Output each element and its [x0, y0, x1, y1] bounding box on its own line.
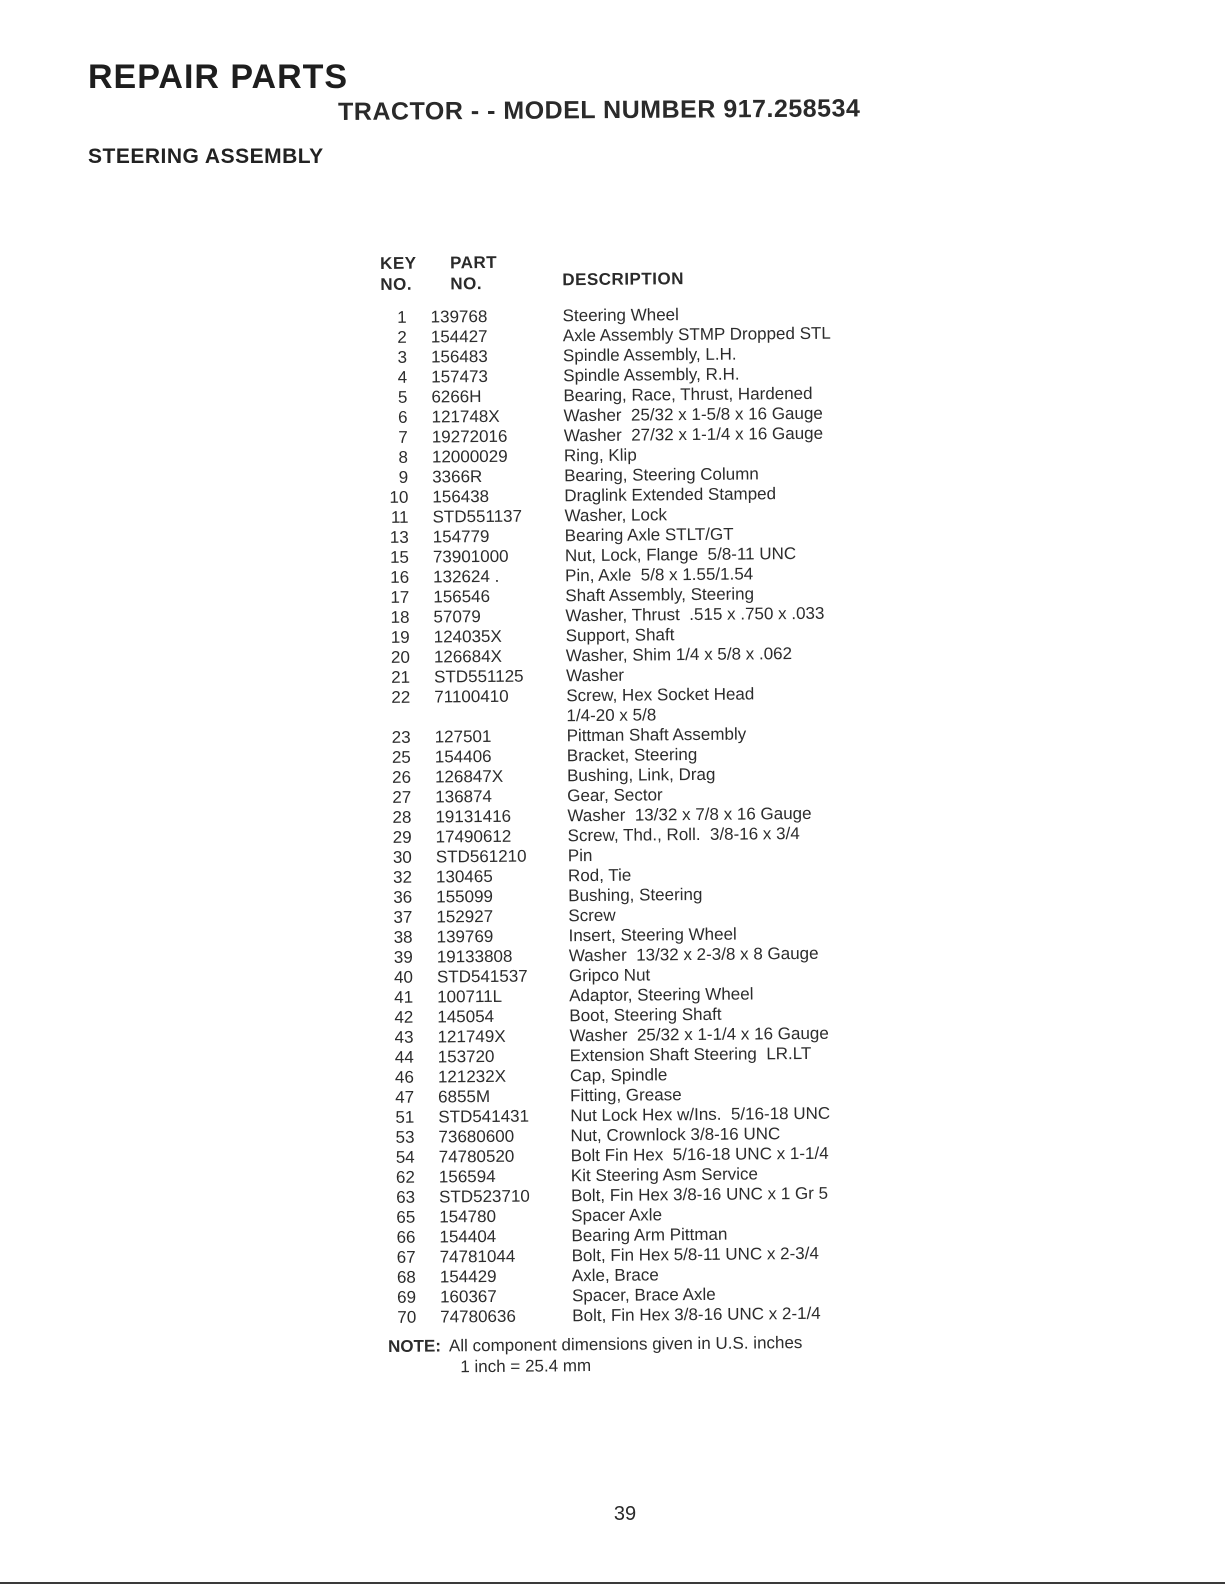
part-number: 121749X: [437, 1026, 506, 1047]
part-description: Rod, Tie: [567, 865, 632, 886]
part-description: Nut, Lock, Flange 5/8-11 UNC: [564, 544, 797, 566]
part-number: 74781044: [439, 1246, 516, 1267]
key-column-header: KEY: [380, 253, 417, 273]
part-number: STD541537: [436, 966, 528, 987]
part-description: Draglink Extended Stamped: [564, 484, 777, 506]
part-description: Washer, Lock: [564, 505, 667, 526]
part-description: Screw, Hex Socket Head 1/4-20 x 5/8: [566, 684, 755, 726]
key-number: 53: [395, 1127, 415, 1147]
part-number: 126847X: [434, 766, 504, 787]
part-description: Bolt Fin Hex 5/16-18 UNC x 1-1/4: [570, 1143, 829, 1166]
key-number: 67: [396, 1247, 416, 1267]
part-number: 154429: [439, 1266, 497, 1287]
key-number: 21: [391, 667, 411, 687]
parts-row: [390, 1303, 900, 1328]
part-number: 121232X: [437, 1066, 507, 1087]
parts-row: [384, 683, 894, 728]
key-number: 22: [391, 687, 411, 707]
key-number: 51: [395, 1107, 415, 1127]
part-number: 154427: [430, 326, 488, 347]
key-number: 17: [390, 587, 410, 607]
part-number: 157473: [431, 366, 489, 387]
part-number: 57079: [433, 607, 481, 627]
part-number: 153720: [437, 1046, 495, 1067]
part-number: 19131416: [435, 806, 512, 827]
key-number: 66: [396, 1227, 416, 1247]
part-description: Washer 27/32 x 1-1/4 x 16 Gauge: [563, 423, 824, 446]
key-number: 54: [395, 1147, 415, 1167]
part-description: Spacer Axle: [571, 1205, 663, 1226]
part-description: Bolt, Fin Hex 5/8-11 UNC x 2-3/4: [571, 1243, 819, 1266]
key-number: 37: [393, 907, 413, 927]
part-number: 132624 .: [433, 566, 500, 587]
part-number: 156483: [430, 346, 488, 367]
parts-rows: [381, 303, 901, 1328]
key-number: 36: [393, 887, 413, 907]
part-number: 136874: [435, 786, 493, 807]
part-number: STD561210: [435, 846, 527, 867]
part-number: 139768: [430, 306, 488, 327]
key-number: 16: [390, 567, 410, 587]
part-number: 74780520: [438, 1146, 515, 1167]
page-number: 39: [613, 1503, 637, 1525]
key-number: 4: [397, 367, 408, 387]
note-line-1: All component dimensions given in U.S. inches: [448, 1333, 803, 1356]
part-description: Cap, Spindle: [569, 1065, 668, 1086]
part-description: Ring, Klip: [563, 445, 637, 466]
part-number: 156546: [433, 586, 491, 607]
part-number: 154779: [432, 526, 490, 547]
part-column-header: PART: [450, 252, 498, 273]
key-number: 10: [389, 487, 409, 507]
key-number: 6: [398, 407, 408, 427]
section-title: STEERING ASSEMBLY: [88, 145, 324, 168]
note: [388, 1332, 803, 1378]
model-number-title: TRACTOR - - MODEL NUMBER 917.258534: [338, 94, 861, 126]
parts-list: [380, 247, 900, 1328]
part-number: STD541431: [438, 1106, 530, 1127]
part-description: Gear, Sector: [567, 785, 663, 806]
part-number: 17490612: [435, 826, 512, 847]
part-number: 160367: [439, 1286, 497, 1307]
key-number: 27: [392, 787, 412, 807]
part-number: 71100410: [434, 686, 509, 707]
key-number: 62: [395, 1167, 415, 1187]
part-description: Pittman Shaft Assembly: [566, 724, 747, 746]
parts-list-header: [380, 247, 891, 308]
part-description: Screw, Thd., Roll. 3/8-16 x 3/4: [567, 823, 800, 846]
key-number: 25: [391, 747, 411, 767]
part-description: Nut Lock Hex w/Ins. 5/16-18 UNC: [570, 1103, 831, 1126]
key-column-header-no: NO.: [380, 274, 413, 294]
part-number: 73901000: [432, 546, 509, 567]
part-description: Adaptor, Steering Wheel: [569, 984, 754, 1006]
part-number: 6855M: [438, 1086, 491, 1107]
key-number: 23: [391, 727, 411, 747]
part-number: 12000029: [431, 446, 508, 467]
part-description: Washer, Shim 1/4 x 5/8 x .062: [565, 644, 793, 666]
key-number: 68: [396, 1267, 416, 1287]
part-description: Washer: [565, 665, 625, 686]
key-number: 18: [390, 607, 410, 627]
key-number: 15: [389, 547, 410, 567]
key-number: 26: [392, 767, 412, 787]
part-number: 154780: [439, 1206, 497, 1227]
key-number: 41: [394, 987, 414, 1007]
note-line-2: 1 inch = 25.4 mm: [460, 1356, 592, 1377]
part-number: 3366R: [432, 467, 483, 487]
part-description: Washer 25/32 x 1-5/8 x 16 Gauge: [563, 403, 823, 426]
part-number: 156594: [438, 1166, 496, 1187]
part-number: 145054: [437, 1006, 495, 1027]
part-description: Bushing, Steering: [568, 884, 703, 906]
key-number: 2: [397, 327, 407, 347]
part-number: 6266H: [431, 387, 482, 407]
bottom-rule: [0, 1582, 1225, 1584]
part-description: Bolt, Fin Hex 3/8-16 UNC x 2-1/4: [572, 1303, 821, 1326]
note-label: NOTE:: [388, 1336, 442, 1356]
key-number: 43: [394, 1027, 414, 1047]
key-number: 3: [397, 347, 408, 367]
key-number: 20: [390, 647, 410, 667]
part-description: Washer 13/32 x 2-3/8 x 8 Gauge: [568, 943, 819, 966]
part-number: STD551137: [432, 506, 523, 527]
part-description: Kit Steering Asm Service: [570, 1164, 759, 1186]
part-description: Gripco Nut: [568, 965, 651, 986]
part-description: Washer, Thrust .515 x .750 x .033: [565, 603, 825, 626]
part-number: 156438: [432, 486, 490, 507]
part-number: 19133808: [436, 946, 513, 967]
key-number: 63: [396, 1187, 416, 1207]
part-description: Spindle Assembly, R.H.: [563, 364, 740, 386]
part-description: Nut, Crownlock 3/8-16 UNC: [570, 1124, 781, 1146]
part-description: Bracket, Steering: [566, 744, 698, 766]
part-description: Fitting, Grease: [570, 1085, 682, 1106]
part-number: STD523710: [438, 1186, 530, 1207]
key-number: 7: [398, 427, 408, 447]
key-number: 29: [392, 827, 412, 847]
part-number: 139769: [436, 926, 494, 947]
part-number: 130465: [435, 866, 493, 887]
part-description: Screw: [568, 905, 616, 926]
part-number: 127501: [434, 726, 492, 747]
part-description: Washer 25/32 x 1-1/4 x 16 Gauge: [569, 1023, 829, 1046]
key-number: 42: [394, 1007, 414, 1027]
part-number: 121748X: [431, 406, 500, 427]
part-description: Bearing Arm Pittman: [571, 1224, 728, 1246]
part-description: Spindle Assembly, L.H.: [562, 344, 737, 366]
key-number: 32: [392, 867, 413, 887]
part-description: Extension Shaft Steering LR.LT: [569, 1043, 812, 1066]
part-column-header-no: NO.: [450, 274, 483, 294]
part-number: 126684X: [433, 646, 503, 667]
part-number: 100711L: [437, 986, 503, 1007]
part-description: Axle Assembly STMP Dropped STL: [562, 323, 831, 346]
part-description: Spacer, Brace Axle: [571, 1284, 716, 1306]
part-number: 19272016: [431, 426, 508, 447]
part-description: Pin: [567, 845, 593, 866]
key-number: 39: [393, 947, 413, 967]
part-description: Shaft Assembly, Steering: [565, 584, 755, 606]
part-description: Boot, Steering Shaft: [569, 1004, 722, 1026]
part-number: 155099: [436, 886, 494, 907]
key-number: 19: [390, 627, 410, 647]
key-number: 13: [389, 527, 409, 547]
key-number: 30: [392, 847, 412, 867]
part-number: 73680600: [438, 1126, 515, 1147]
key-number: 5: [397, 387, 408, 407]
part-description: Pin, Axle 5/8 x 1.55/1.54: [565, 564, 754, 586]
part-number: 74780636: [440, 1306, 516, 1327]
part-description: Insert, Steering Wheel: [568, 924, 737, 946]
description-column-header: DESCRIPTION: [562, 269, 685, 290]
part-description: Bearing, Steering Column: [564, 464, 759, 486]
part-number: 154406: [434, 746, 492, 767]
part-number: STD551125: [433, 666, 524, 687]
key-number: 69: [397, 1287, 417, 1307]
key-number: 40: [393, 967, 414, 987]
part-description: Bushing, Link, Drag: [566, 764, 716, 786]
key-number: 1: [397, 307, 407, 327]
key-number: 46: [394, 1067, 415, 1087]
key-number: 9: [398, 467, 409, 487]
key-number: 28: [392, 807, 412, 827]
part-description: Bearing, Race, Thrust, Hardened: [563, 383, 813, 406]
key-number: 44: [394, 1047, 414, 1067]
key-number: 38: [393, 927, 413, 947]
part-description: Bearing Axle STLT/GT: [564, 524, 734, 546]
key-number: 11: [390, 507, 409, 527]
part-number: 154404: [439, 1226, 497, 1247]
part-description: Support, Shaft: [565, 625, 675, 646]
key-number: 47: [395, 1087, 415, 1107]
part-description: Washer 13/32 x 7/8 x 16 Gauge: [567, 803, 812, 826]
part-number: 124035X: [433, 626, 502, 647]
key-number: 70: [397, 1307, 417, 1327]
key-number: 8: [398, 447, 409, 467]
key-number: 65: [396, 1207, 416, 1227]
part-number: 152927: [436, 906, 494, 927]
part-description: Axle, Brace: [571, 1265, 659, 1286]
page-title: REPAIR PARTS: [88, 58, 349, 96]
part-description: Steering Wheel: [562, 305, 679, 326]
part-description: Bolt, Fin Hex 3/8-16 UNC x 1 Gr 5: [570, 1183, 829, 1206]
